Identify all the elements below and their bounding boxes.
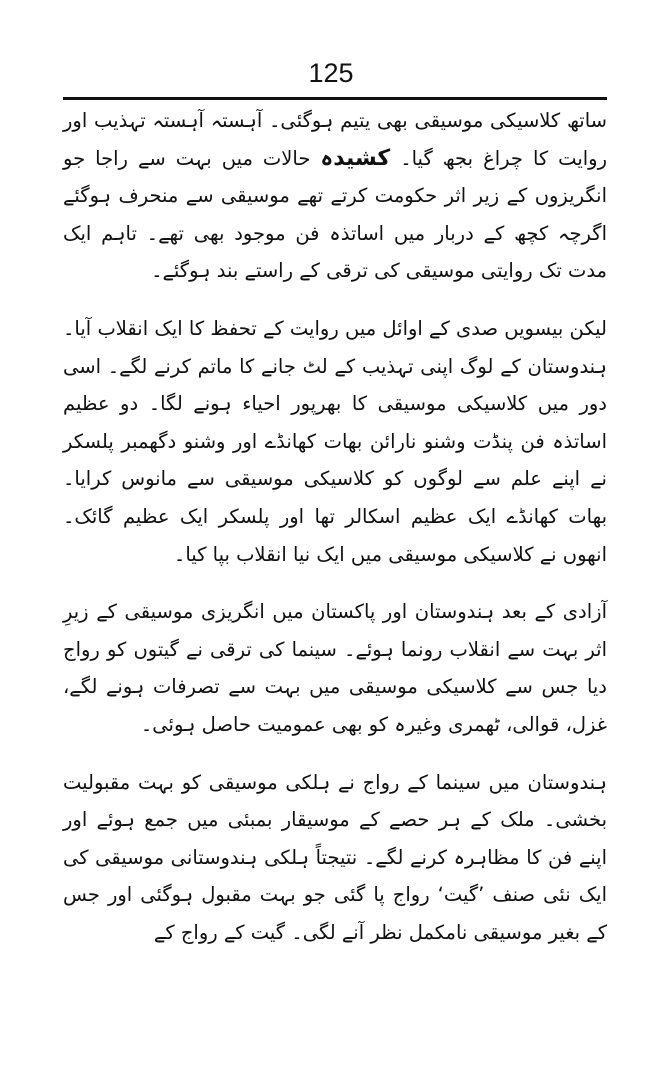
paragraph-1-after: حالات میں بہت سے راجا جو انگریزوں کے زیر اثر حکومت کرتے تھے موسیقی سے منحرف ہوگئے اگرچہ کچھ کے دربار میں اساتذہ فن موجود بھی تھے۔ تاہم ایک مدت تک روایتی موسیقی کی ترقی کے راستے بند ہوگئے۔ [63,146,607,283]
paragraph-3: آزادی کے بعد ہندوستان اور پاکستان میں انگریزی موسیقی کے زیرِ اثر بہت سے انقلاب رونما ہوئے۔ سینما کی ترقی نے گیتوں کو رواج دیا جس سے کلاسیکی موسیقی میں بہت سے تصرفات ہونے لگے، غزل، قوالی، ٹھمری وغیرہ کو بھی عمومیت حاصل ہوئی۔ [63,600,607,736]
paragraph-4: ہندوستان میں سینما کے رواج نے ہلکی موسیقی کو بہت مقبولیت بخشی۔ ملک کے ہر حصے کے موسیقار بمبئی میں جمع ہوئے اور اپنے فن کا مظاہرہ کرنے لگے۔ نتیجتاً ہلکی ہندوستانی موسیقی کی ایک نئی صنف ’گیت‘ رواج پا گئی جو بہت مقبول ہوگئی اور جس کے بغیر موسیقی نامکمل نظر آنے لگی۔ گیت کے رواج کے [63,770,607,944]
keyword-highlight: کشیدہ [320,145,391,171]
body-text [63,102,607,951]
paragraph-1-before: ساتھ کلاسیکی موسیقی بھی یتیم ہوگئی۔ آہستہ آہستہ تہذیب اور روایت کا چراغ بجھ گیا۔ [63,109,607,170]
paragraph-2: لیکن بیسویں صدی کے اوائل میں روایت کے تحفظ کا ایک انقلاب آیا۔ ہندوستان کے لوگ اپنی تہذیب کے لٹ جانے کا ماتم کرنے لگے۔ اسی دور میں کلاسیکی موسیقی کا بھرپور احیاء ہونے لگا۔ دو عظیم اساتذہ فن پنڈت وشنو نارائن بھات کھانڈے اور وشنو دگھمبر پلسکر نے اپنے علم سے لوگوں کو کلاسیکی موسیقی سے مانوس کرایا۔ بھات کھانڈے ایک عظیم اسکالر تھا اور پلسکر ایک عظیم گائک۔ انھوں نے کلاسیکی موسیقی میں ایک نیا انقلاب بپا کیا۔ [63,316,607,566]
header-rule [63,97,607,100]
paragraph-1 [63,102,607,290]
page-number: 125 [308,58,354,88]
